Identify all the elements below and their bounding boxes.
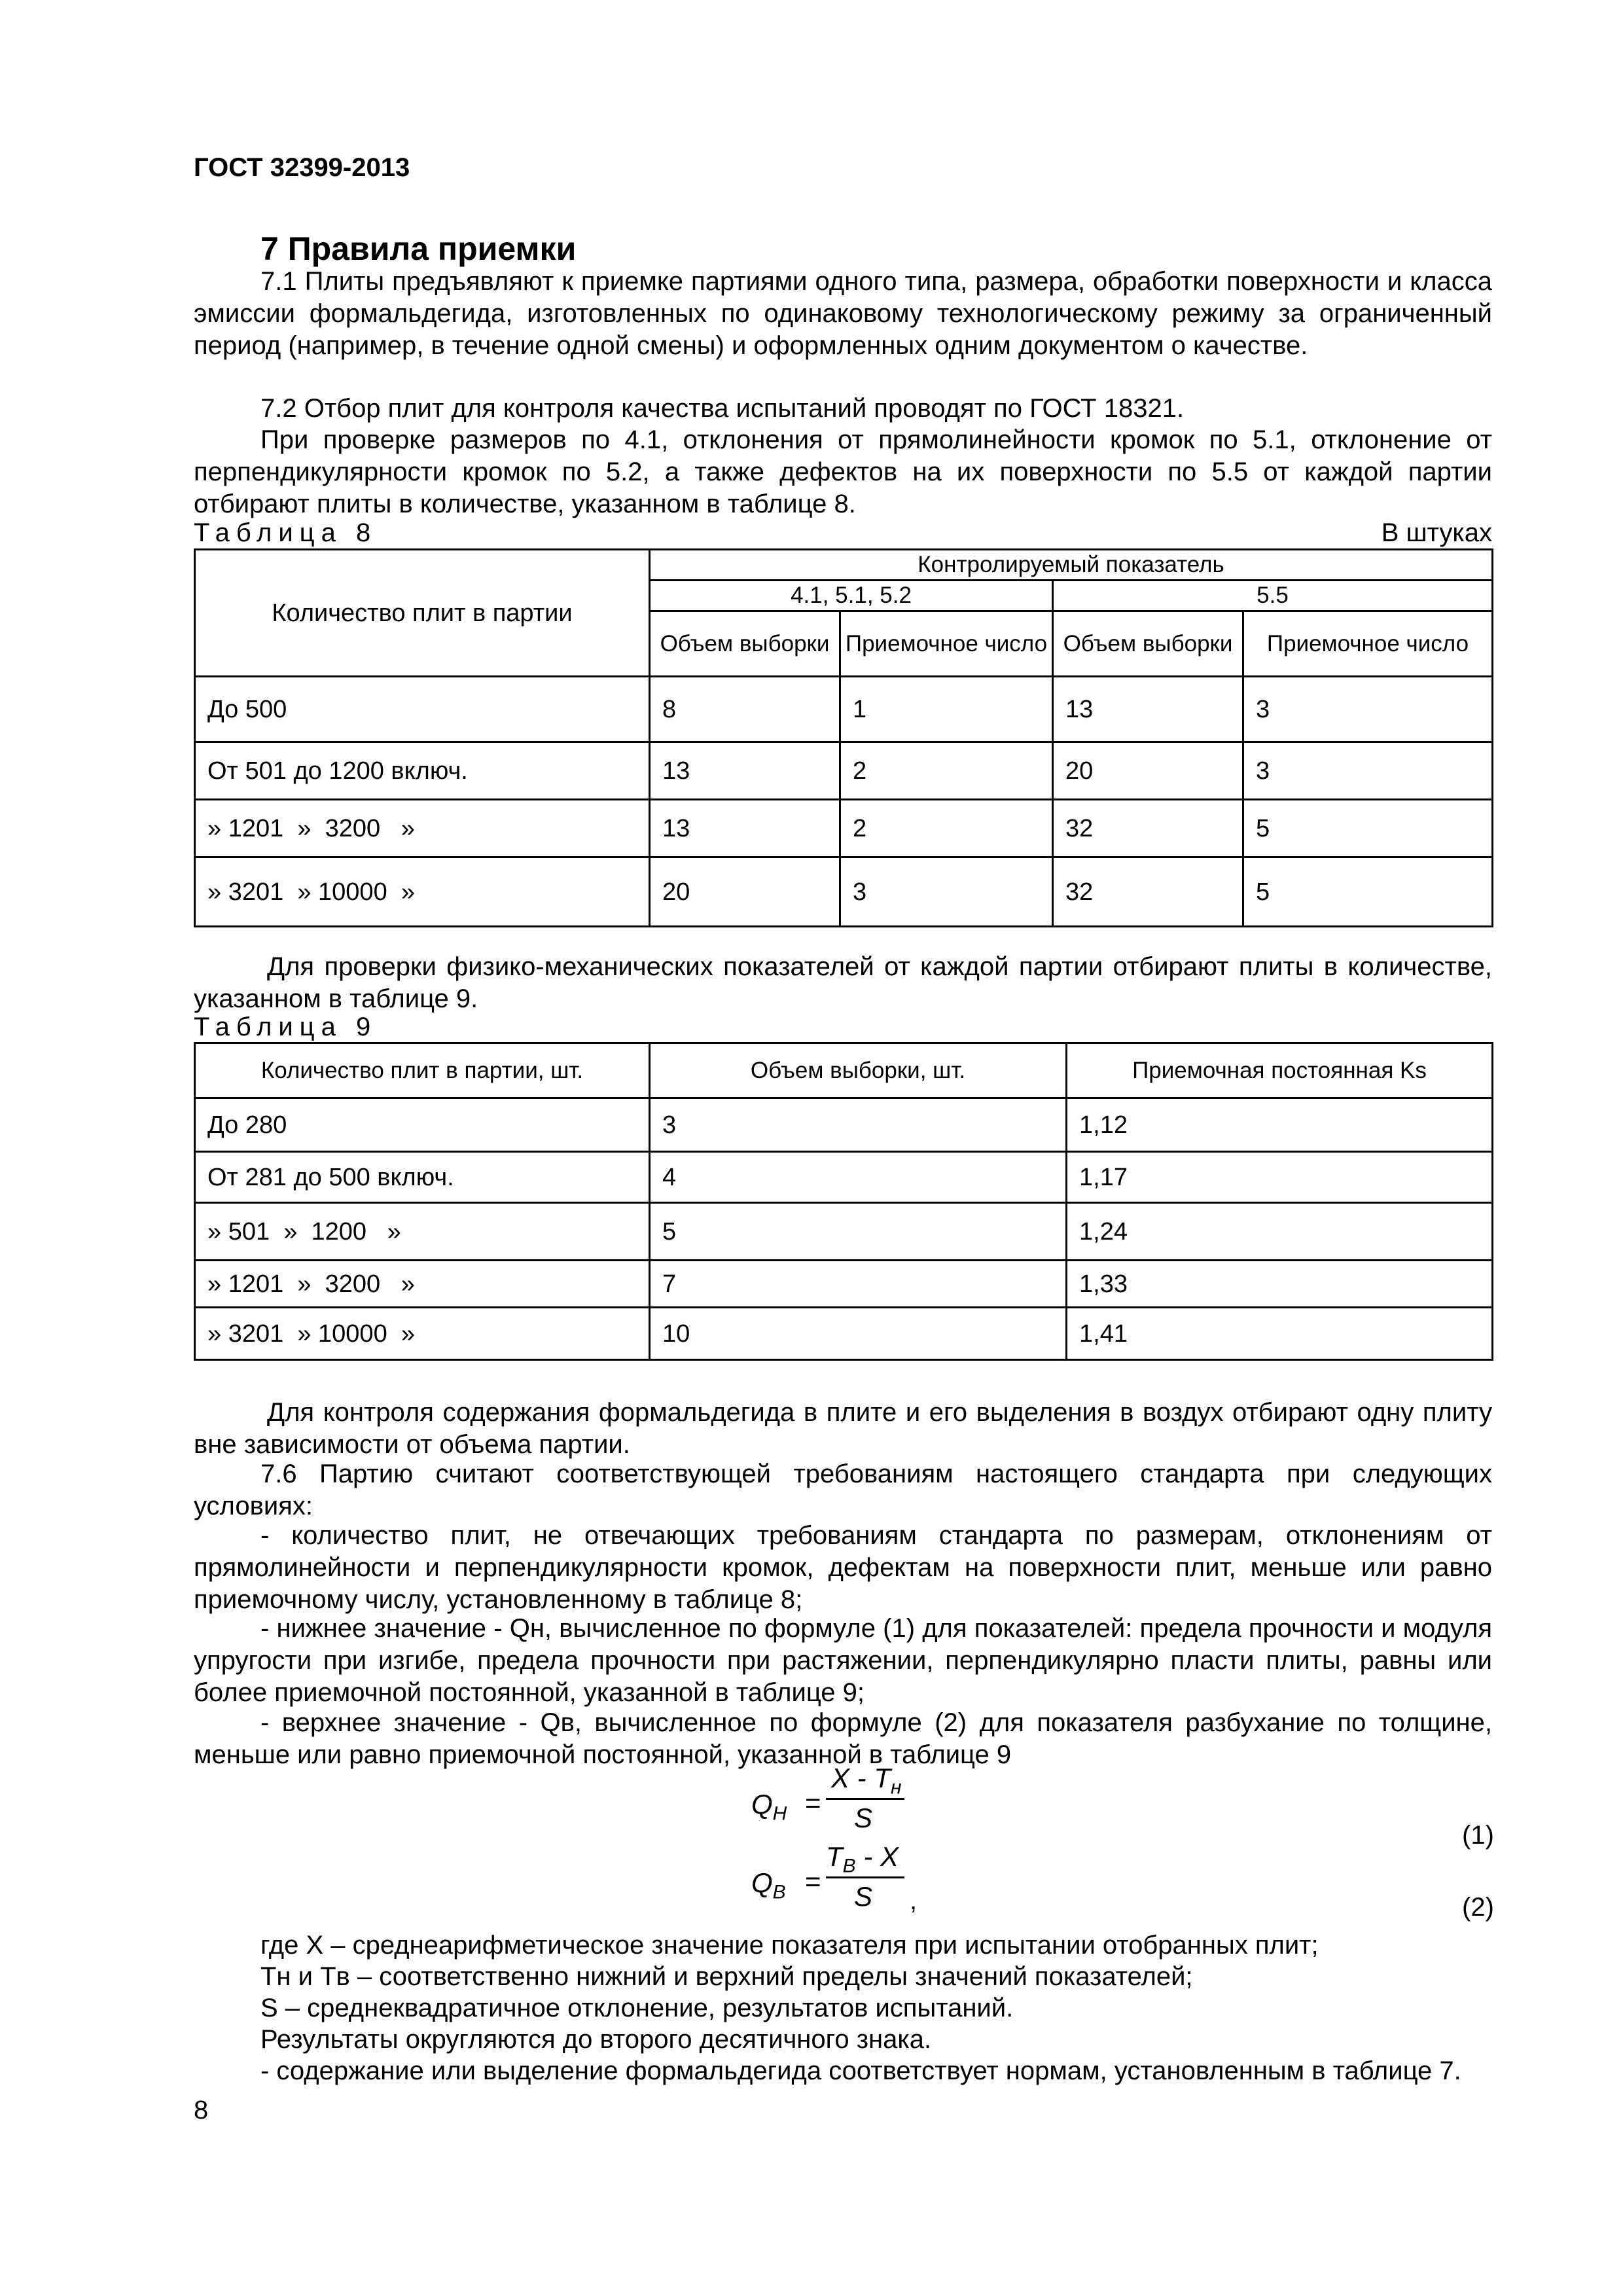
- t9-cell: 10: [650, 1308, 1067, 1360]
- t8-cell: 32: [1053, 800, 1243, 857]
- t8-cell: 1: [840, 677, 1053, 742]
- section-title: 7 Правила приемки: [260, 230, 577, 267]
- where-line-x: где X – среднеарифметическое значение показателя при испытании отобранных плит;: [260, 1931, 1319, 1960]
- list-item-4: - содержание или выделение формальдегида соответствует нормам, установленным в таблице 7.: [260, 2056, 1461, 2085]
- paragraph-7-6: 7.6 Партию считают соответствующей требованиям настоящего стандарта при следующих условиях:: [194, 1460, 1492, 1520]
- table-row: [195, 1203, 1493, 1261]
- t8-cell: 20: [1053, 742, 1243, 800]
- table-8: [194, 548, 1493, 927]
- t8-cell: 5: [1243, 800, 1493, 857]
- t8-cell: 13: [1053, 677, 1243, 742]
- t8-header-accept-1: Приемочное число: [840, 611, 1053, 677]
- table-row: [195, 742, 1493, 800]
- formula-2-comma: ,: [910, 1886, 918, 1915]
- formula-2-eq: =: [805, 1866, 821, 1897]
- t9-cell: » 1201 » 3200 »: [195, 1261, 650, 1308]
- formula-1-lhs: $Q_H$: [751, 1789, 787, 1825]
- paragraph-7-2: 7.2 Отбор плит для контроля качества испытаний проводят по ГОСТ 18321.: [260, 394, 1185, 423]
- formula-1-numerator: X - $T_н$: [831, 1763, 902, 1799]
- t8-cell: От 501 до 1200 включ.: [195, 742, 650, 800]
- paragraph-7-1: 7.1 Плиты предъявляют к приемке партиями одного типа, размера, обработки поверхности и класса эмиссии формальдегида, изготовленных по одинаковому технологическому режиму за ограниченный период (например, в течение одной смены) и оформленных одним документом о качестве.: [194, 267, 1492, 360]
- t9-header-ks: Приемочная постоянная Ks: [1067, 1043, 1493, 1098]
- table-9-caption: Таблица 9: [194, 1013, 378, 1041]
- t9-header-sample: Объем выборки, шт.: [650, 1043, 1067, 1098]
- where-line-s: S – среднеквадратичное отклонение, результатов испытаний.: [260, 1994, 1014, 2022]
- list-item-1: - количество плит, не отвечающих требованиям стандарта по размерам, отклонениям от прямолинейности и перпендикулярности кромок, дефектам на поверхности плит, меньше или равно приемочному числу, установленному в таблице 8;: [194, 1521, 1492, 1614]
- paragraph-physical-check: Для проверки физико-механических показателей от каждой партии отбирают плиты в количестве, указанном в таблице 9.: [194, 952, 1492, 1013]
- formula-1-denominator: S: [854, 1803, 873, 1833]
- t8-cell: 13: [650, 800, 840, 857]
- t9-cell: 1,12: [1067, 1098, 1493, 1152]
- t8-header-sample-2: Объем выборки: [1053, 611, 1243, 677]
- t8-cell: » 3201 » 10000 »: [195, 857, 650, 927]
- table-row: [195, 800, 1493, 857]
- formula-2-lhs: $Q_B$: [751, 1867, 786, 1903]
- table-row: [195, 857, 1493, 927]
- t8-header-group-1: 4.1, 5.1, 5.2: [650, 581, 1053, 611]
- t8-header-group-2: 5.5: [1053, 581, 1493, 611]
- t9-cell: » 3201 » 10000 »: [195, 1308, 650, 1360]
- t8-cell: 5: [1243, 857, 1493, 927]
- document-header: ГОСТ 32399-2013: [194, 153, 410, 182]
- table-row: [195, 1098, 1493, 1152]
- t9-cell: До 280: [195, 1098, 650, 1152]
- t9-cell: 1,17: [1067, 1152, 1493, 1203]
- t8-header-qty: Количество плит в партии: [195, 550, 650, 677]
- t9-header-qty: Количество плит в партии, шт.: [195, 1043, 650, 1098]
- t8-header-controlled: Контролируемый показатель: [650, 550, 1493, 581]
- table-8-units: В штуках: [1381, 518, 1492, 547]
- t8-header-sample-1: Объем выборки: [650, 611, 840, 677]
- t9-cell: 4: [650, 1152, 1067, 1203]
- t8-cell: 13: [650, 742, 840, 800]
- formula-1-eq: =: [805, 1787, 821, 1818]
- t9-cell: От 281 до 500 включ.: [195, 1152, 650, 1203]
- t8-cell: 20: [650, 857, 840, 927]
- t8-cell: 3: [840, 857, 1053, 927]
- formula-2-number: (2): [1462, 1893, 1494, 1922]
- table-row: [195, 677, 1493, 742]
- formula-1-fraction-line: [826, 1798, 904, 1800]
- table-row: [195, 1308, 1493, 1360]
- t8-cell: До 500: [195, 677, 650, 742]
- list-item-3: - верхнее значение - Qв, вычисленное по формуле (2) для показателя разбухание по толщине, меньше или равно приемочной постоянной, указанной в таблице 9: [194, 1708, 1492, 1769]
- paragraph-formaldehyde: Для контроля содержания формальдегида в плите и его выделения в воздух отбирают одну плиту вне зависимости от объема партии.: [194, 1398, 1492, 1459]
- t9-cell: 1,24: [1067, 1203, 1493, 1261]
- table-row: [195, 1152, 1493, 1203]
- t8-cell: » 1201 » 3200 »: [195, 800, 650, 857]
- formula-1-number: (1): [1462, 1821, 1494, 1850]
- t8-cell: 2: [840, 742, 1053, 800]
- t9-cell: 1,41: [1067, 1308, 1493, 1360]
- t8-cell: 8: [650, 677, 840, 742]
- table-9: [194, 1042, 1493, 1361]
- t9-cell: » 501 » 1200 »: [195, 1203, 650, 1261]
- paragraph-size-check: При проверке размеров по 4.1, отклонения от прямолинейности кромок по 5.1, отклонение от перпендикулярности кромок по 5.2, а также дефектов на их поверхности по 5.5 от каждой партии отбирают плиты в количестве, указанном в таблице 8.: [194, 425, 1492, 518]
- where-line-t: Tн и Tв – соответственно нижний и верхний пределы значений показателей;: [260, 1962, 1193, 1991]
- table-row: [195, 1261, 1493, 1308]
- t8-header-accept-2: Приемочное число: [1243, 611, 1493, 677]
- t9-cell: 1,33: [1067, 1261, 1493, 1308]
- page-number: 8: [194, 2096, 209, 2125]
- t9-cell: 5: [650, 1203, 1067, 1261]
- t8-cell: 32: [1053, 857, 1243, 927]
- formula-2-numerator: $T_B$ - X: [826, 1841, 899, 1877]
- t8-cell: 3: [1243, 742, 1493, 800]
- t8-cell: 3: [1243, 677, 1493, 742]
- t9-cell: 3: [650, 1098, 1067, 1152]
- formula-2-fraction-line: [826, 1876, 904, 1878]
- t8-cell: 2: [840, 800, 1053, 857]
- rounding-note: Результаты округляются до второго десятичного знака.: [260, 2025, 932, 2054]
- t9-cell: 7: [650, 1261, 1067, 1308]
- table-8-caption: Таблица 8: [194, 518, 378, 547]
- formula-2-denominator: S: [854, 1881, 873, 1912]
- list-item-2: - нижнее значение - Qн, вычисленное по формуле (1) для показателей: предела прочности и модуля упругости при изгибе, предела прочности при растяжении, перпендикулярно пласти плиты, равны или более приемочной постоянной, указанной в таблице 9;: [194, 1614, 1492, 1707]
